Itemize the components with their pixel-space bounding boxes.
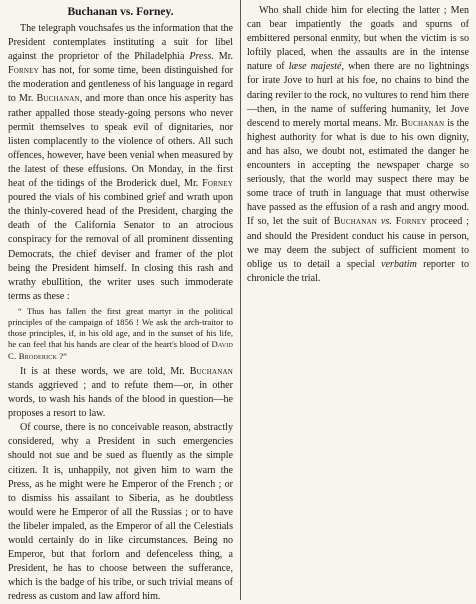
- name-buchanan: Buchanan: [400, 117, 445, 129]
- name-buchanan: Buchanan: [36, 93, 80, 105]
- press-name: Press.: [189, 51, 214, 63]
- paragraph-4: Who shall chide him for electing the latter ; Men can bear impatiently the goads and spurns of embittered personal enmity, but when the victim is so loftily placed, when the assaults are in the intense nature of læse majesté, when there are no lightnings for irate Jove to hurl at his foe, no chains to bind the daring reviler to the rock, no vultures to rend him there—then, in the name of suffering humanity, let Jove descend to merely mortal means. Mr. Buchanan is the highest authority for what is due to his own dignity, and has also, we doubt not, estimated the danger he encounters in accepting the newspaper charge so seriously, that the world may suspect there may be some trace of truth in language that must otherwise have passed as the effusion of a rash and angry mood. If so, let the suit of Buchanan vs. Forney proceed ; and should the President conduct his cause in person, we may deem the subject of sufficient moment to oblige us to detail a special verbatim reporter to chronicle the trial.: [247, 5, 470, 284]
- case-name-buchanan: Buchanan: [333, 216, 378, 228]
- block-quote: “ Thus has fallen the first great martyr in the political principles of the campaign of 1856 ! We ask the arch-traitor to those principles, if, in his old age, and in the sunset of his life, he can feel that his hands are clear of the heart's blood of David C. Broderick ?”: [8, 305, 233, 361]
- case-name-forney: Forney: [395, 216, 427, 228]
- lese-majeste: læse majesté: [288, 61, 342, 73]
- name-broderick: David C. Broderick: [8, 339, 233, 361]
- paragraph-2: It is at these words, we are told, Mr. Buchanan stands aggrieved ; and to refute them—or, in other words, to wash his hands of the blood in question—he proposes a resort to law.: [8, 365, 233, 420]
- verbatim-word: verbatim: [381, 258, 417, 270]
- article-headline: Buchanan vs. Forney.: [67, 6, 174, 18]
- name-forney: Forney: [8, 65, 39, 77]
- column-rule: [240, 0, 241, 600]
- paragraph-1: The telegraph vouchsafes us the information that the President contemplates instituting a suit for libel against the proprietor of the Philadelphia Press. Mr. Forney has not, for some time, been distinguished for the moderation and gentleness of his language in regard to Mr. Buchanan, and more than once his asperity has rather appalled those steady-going persons who never permit themselves to speak evil of dignitaries, nor listen complacently to the violence of others. All such offences, however, have been venial when measured by the latest of these effusions. On Monday, in the first heat of the tidings of the Broderick duel, Mr. Forney poured the vials of his combined grief and wrath upon the thinly-covered head of the President, charging the death of the California Senator to an atrocious conspiracy for the removal of all prominent dissenting Democrats, the chief deviser and framer of the plot being the President himself. In closing this rash and wrathy ebullition, the writer uses such immoderate terms as these :: [8, 23, 234, 302]
- name-forney: Forney: [202, 178, 233, 190]
- right-column: [247, 4, 469, 286]
- versus: vs.: [377, 216, 396, 228]
- paragraph-3: Of course, there is no conceivable reason, abstractly considered, why a President in such emergencies should not sue and be sued as fluently as the simple citizen. It is, unhappily, not given him to warn the Press, as he might were he Emperor of the French ; or to dismiss his assailant to Siberia, as he doubtless would were he Emperor of all the Russias ; or to have the libeler impaled, as the Emperor of all the Celestials would certainly do in like circumstances. Being no Emperor, but that forlorn and defenceless thing, a President, he has to choose between the sufferance, which is the badge of his tribe, or such trivial means of redress as custom and law afford him.: [8, 422, 233, 603]
- left-column: [8, 4, 233, 604]
- name-buchanan: Buchanan: [189, 365, 233, 377]
